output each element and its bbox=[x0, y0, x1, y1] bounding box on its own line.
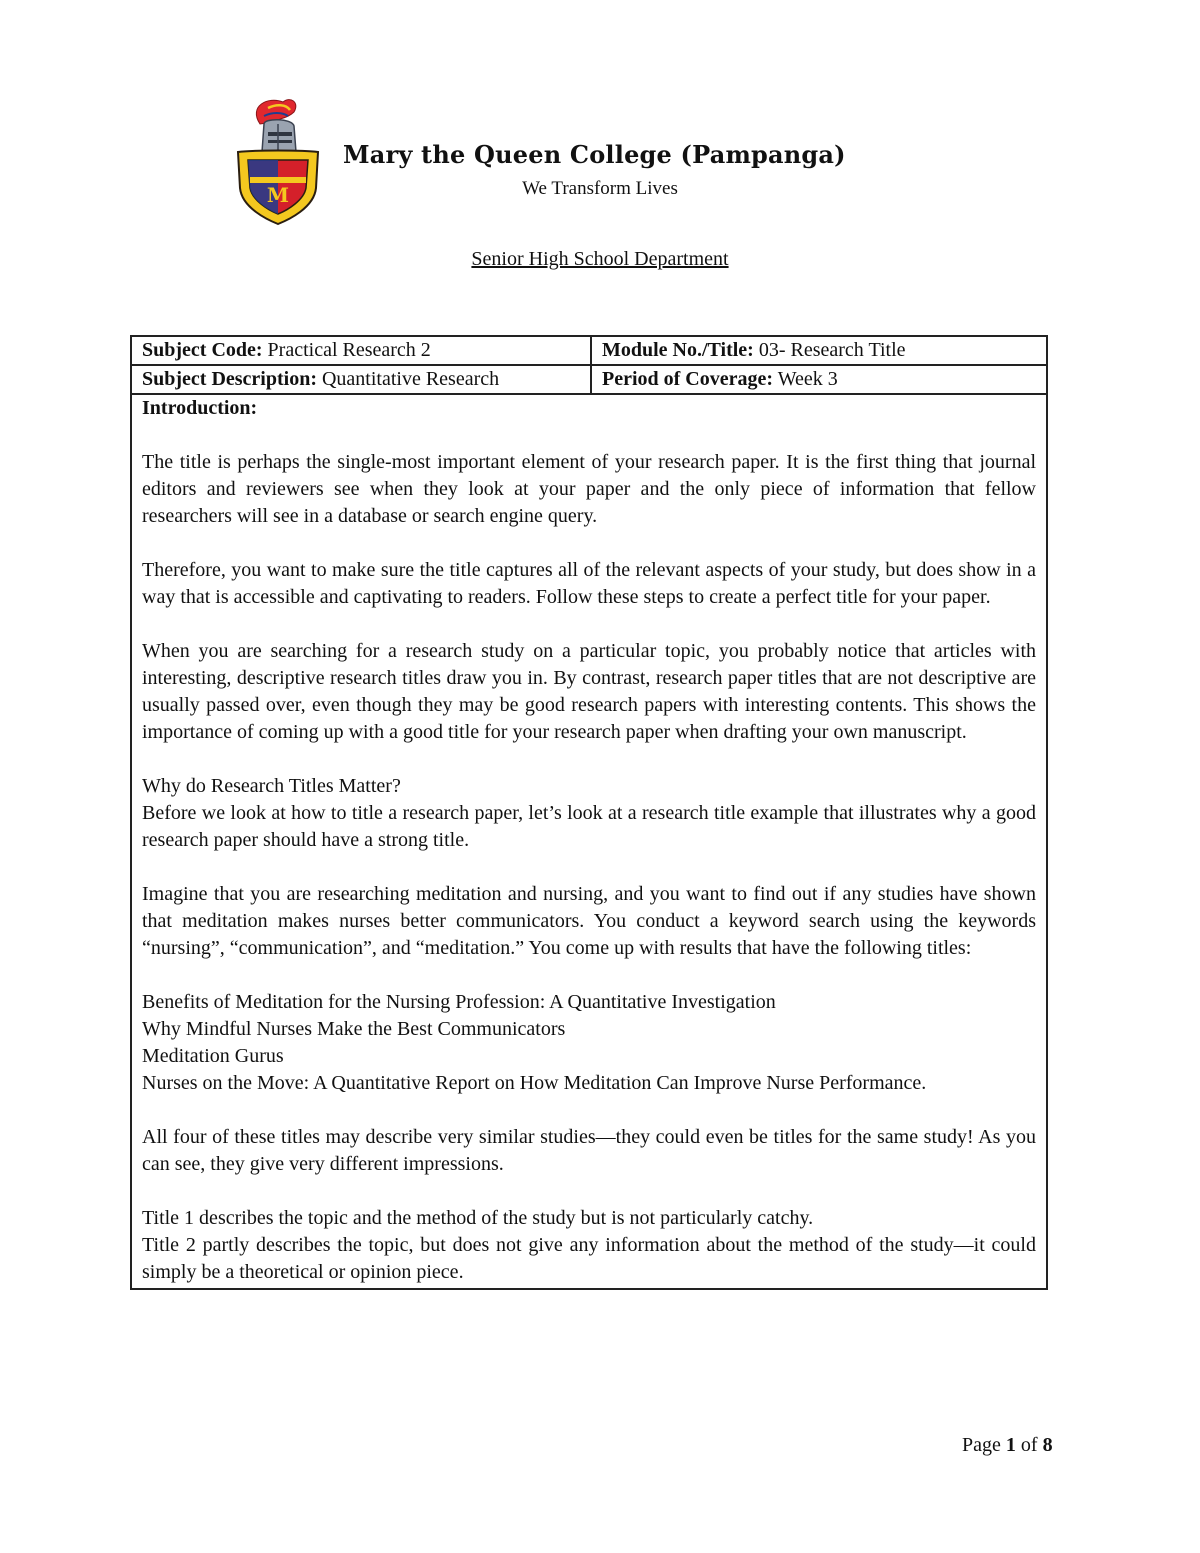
department-title: Senior High School Department bbox=[471, 248, 729, 270]
paragraph: Before we look at how to title a research paper, let’s look at a research title example that illustrates why a good research paper should have a strong title. bbox=[142, 802, 1036, 851]
page-prefix: Page bbox=[962, 1434, 1001, 1456]
introduction-heading: Introduction: bbox=[142, 397, 258, 419]
module-title-cell bbox=[591, 336, 1047, 365]
subheading-why-titles-matter: Why do Research Titles Matter? bbox=[142, 775, 401, 797]
example-title-1: Benefits of Meditation for the Nursing Profession: A Quantitative Investigation bbox=[142, 991, 776, 1013]
introduction-content bbox=[131, 394, 1047, 1289]
paragraph: All four of these titles may describe very similar studies—they could even be titles for the same study! As you can see, they give very different impressions. bbox=[142, 1126, 1036, 1175]
page-number bbox=[962, 1434, 1053, 1457]
college-name: Mary the Queen College (Pampanga) bbox=[343, 140, 846, 169]
example-title-3: Meditation Gurus bbox=[142, 1045, 284, 1067]
table-row bbox=[131, 365, 1047, 394]
college-crest-logo bbox=[228, 96, 328, 226]
table-row bbox=[131, 336, 1047, 365]
module-table bbox=[130, 335, 1048, 1290]
coverage-cell bbox=[591, 365, 1047, 394]
coverage-value: Week 3 bbox=[777, 368, 838, 390]
subject-description-cell bbox=[131, 365, 591, 394]
title-1-analysis: Title 1 describes the topic and the method of the study but is not particularly catchy. bbox=[142, 1207, 814, 1229]
coverage-label: Period of Coverage: bbox=[602, 368, 774, 390]
subject-code-label: Subject Code: bbox=[142, 339, 263, 361]
paragraph: The title is perhaps the single-most important element of your research paper. It is the first thing that journal editors and reviewers see when they look at your paper and the only piece of information that fellow researchers will see in a database or search engine query. bbox=[142, 451, 1036, 527]
table-row bbox=[131, 394, 1047, 1289]
example-title-2: Why Mindful Nurses Make the Best Communicators bbox=[142, 1018, 566, 1040]
subject-code-cell bbox=[131, 336, 591, 365]
page-total: 8 bbox=[1042, 1434, 1053, 1456]
subject-description-value: Quantitative Research bbox=[321, 368, 500, 390]
module-title-value: 03- Research Title bbox=[758, 339, 906, 361]
paragraph: Therefore, you want to make sure the title captures all of the relevant aspects of your study, but does show in a way that is accessible and captivating to readers. Follow these steps to create a perfect title for your paper. bbox=[142, 559, 1036, 608]
subject-code-value: Practical Research 2 bbox=[267, 339, 431, 361]
college-motto: We Transform Lives bbox=[522, 178, 678, 199]
example-title-4: Nurses on the Move: A Quantitative Report on How Meditation Can Improve Nurse Performance. bbox=[142, 1072, 927, 1094]
page-of: of bbox=[1020, 1434, 1038, 1456]
page-current: 1 bbox=[1005, 1434, 1016, 1456]
subject-description-label: Subject Description: bbox=[142, 368, 317, 390]
paragraph: When you are searching for a research study on a particular topic, you probably notice that articles with interesting, descriptive research titles draw you in. By contrast, research paper titles that are not descriptive are usually passed over, even though they may be good research papers with interesting contents. This shows the importance of coming up with a good title for your research paper when drafting your own manuscript. bbox=[142, 640, 1036, 743]
title-2-analysis: Title 2 partly describes the topic, but does not give any information about the method of the study—it could simply be a theoretical or opinion piece. bbox=[142, 1234, 1036, 1283]
crest-letter: M bbox=[266, 183, 290, 207]
paragraph: Imagine that you are researching meditation and nursing, and you want to find out if any studies have shown that meditation makes nurses better communicators. You conduct a keyword search using the keywords “nursing”, “communication”, and “meditation.” You come up with results that have the following titles: bbox=[142, 883, 1036, 959]
module-title-label: Module No./Title: bbox=[602, 339, 754, 361]
